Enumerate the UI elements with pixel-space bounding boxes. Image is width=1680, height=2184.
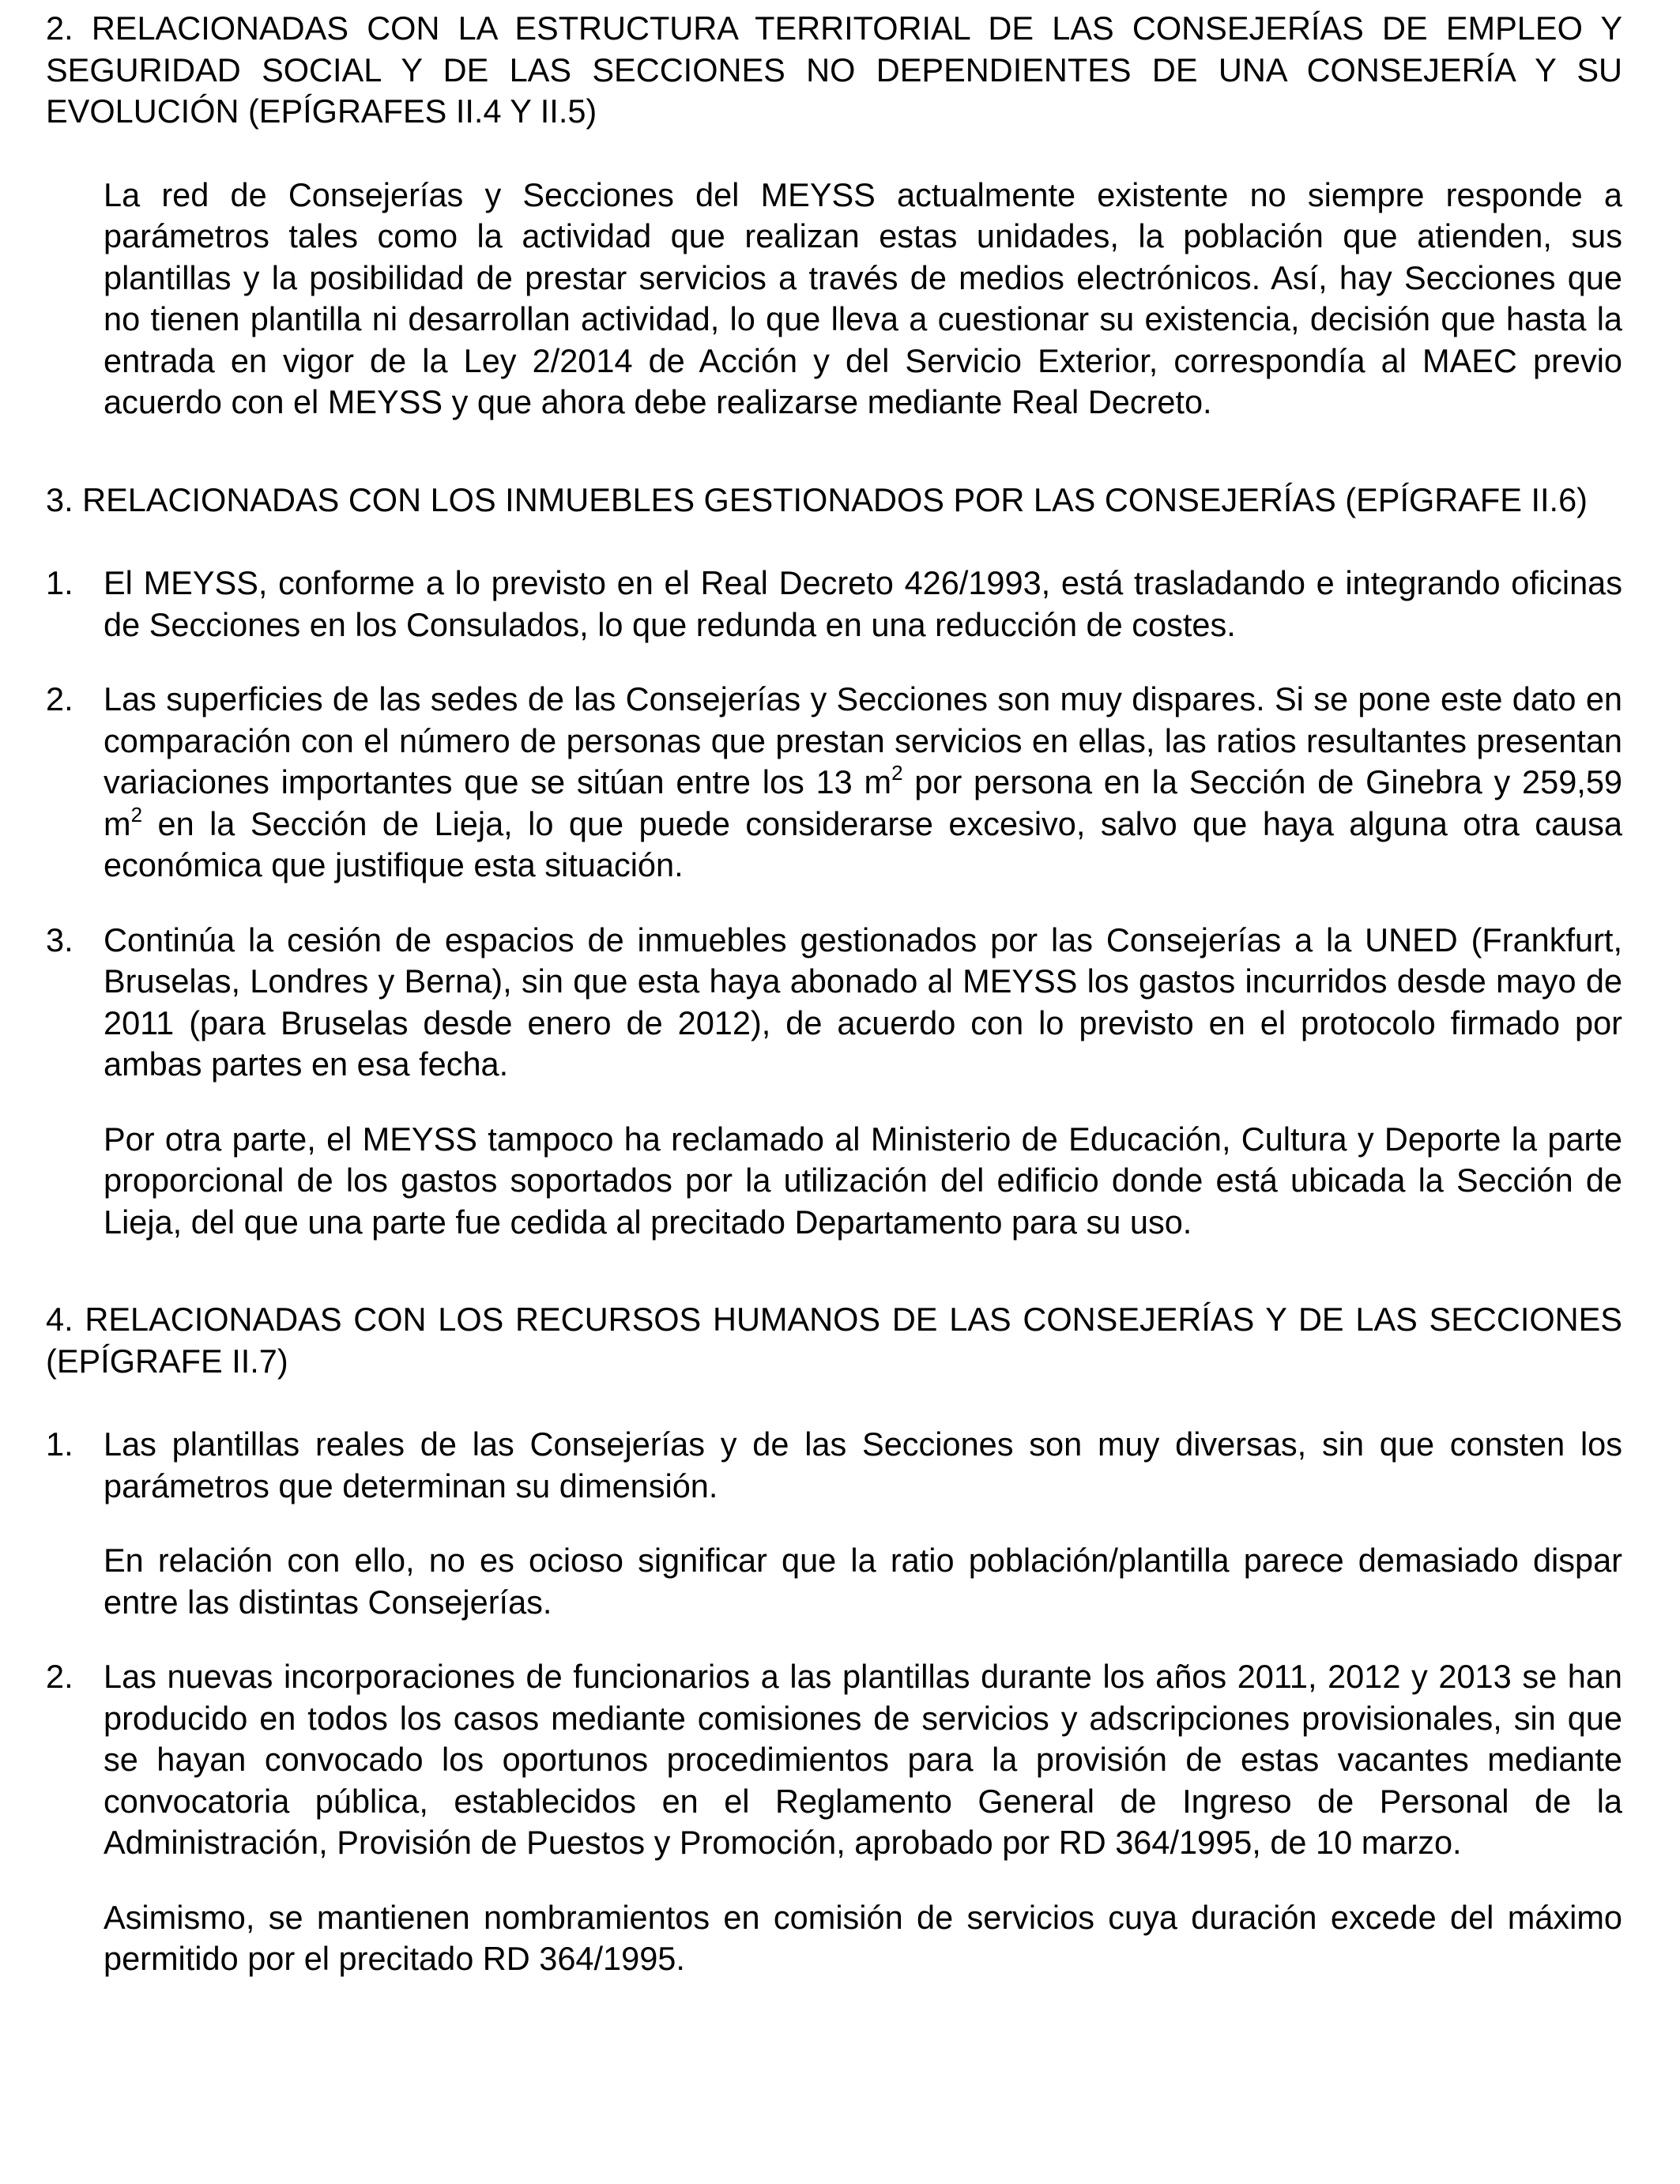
section-3-item-3-continuation: Por otra parte, el MEYSS tampoco ha reclamado al Ministerio de Educación, Cultura y Deporte la parte proporcional de los gastos soportados por la utilización del edificio donde está ubicada la Sección de Lieja, del que una parte fue cedida al precitado Departamento para su uso. <box>104 1120 1622 1241</box>
section-4-item-2 <box>46 1656 1622 1864</box>
item-text: El MEYSS, conforme a lo previsto en el Real Decreto 426/1993, está trasladando e integrando oficinas de Secciones en los Consulados, lo que redunda en una reducción de costes. <box>104 564 1622 643</box>
section-3-item-1 <box>46 563 1622 646</box>
item-number: 3. <box>46 921 73 958</box>
document-page <box>46 8 1622 1980</box>
item-text: Continúa la cesión de espacios de inmuebles gestionados por las Consejerías a la UNED (Frankfurt, Bruselas, Londres y Berna), sin que esta haya abonado al MEYSS los gastos incurridos desde mayo de 2011 (para Bruselas desde enero de 2012), de acuerdo con lo previsto en el protocolo firmado por ambas partes en esa fecha. <box>104 921 1622 1083</box>
item-text-part-2: por persona en la Sección de Ginebra y 259,59 m <box>104 763 1622 842</box>
section-3-item-3 <box>46 920 1622 1086</box>
superscript-squared: 2 <box>130 802 143 827</box>
section-4-heading: 4. RELACIONADAS CON LOS RECURSOS HUMANOS DE LAS CONSEJERÍAS Y DE LAS SECCIONES (EPÍGRAFE II.7) <box>46 1301 1622 1380</box>
item-text <box>104 679 1622 887</box>
section-4-item-1-continuation: En relación con ello, no es ocioso significar que la ratio población/plantilla parece demasiado dispar entre las distintas Consejerías. <box>104 1542 1622 1621</box>
item-text: Las nuevas incorporaciones de funcionarios a las plantillas durante los años 2011, 2012 y 2013 se han producido en todos los casos mediante comisiones de servicios y adscripciones provisionales, sin que se hayan convocado los oportunos procedimientos para la provisión de estas vacantes mediante convocatoria pública, establecidos en el Reglamento General de Ingreso de Personal de la Administración, Provisión de Puestos y Promoción, aprobado por RD 364/1995, de 10 marzo. <box>104 1658 1622 1861</box>
item-number: 1. <box>46 1425 73 1463</box>
item-number: 1. <box>46 564 73 601</box>
superscript-squared: 2 <box>891 761 903 785</box>
section-4-item-1 <box>46 1424 1622 1507</box>
section-2-heading: 2. RELACIONADAS CON LA ESTRUCTURA TERRITORIAL DE LAS CONSEJERÍAS DE EMPLEO Y SEGURIDAD SOCIAL Y DE LAS SECCIONES NO DEPENDIENTES DE UNA CONSEJERÍA Y SU EVOLUCIÓN (EPÍGRAFES II.4 Y II.5) <box>46 9 1622 130</box>
item-text: Las plantillas reales de las Consejerías y de las Secciones son muy diversas, sin que consten los parámetros que determinan su dimensión. <box>104 1425 1622 1504</box>
section-3-heading: 3. RELACIONADAS CON LOS INMUEBLES GESTIONADOS POR LAS CONSEJERÍAS (EPÍGRAFE II.6) <box>46 480 1588 518</box>
item-number: 2. <box>46 1658 73 1695</box>
section-2-paragraph: La red de Consejerías y Secciones del MEYSS actualmente existente no siempre responde a parámetros tales como la actividad que realizan estas unidades, la población que atienden, sus plantillas y la posibilidad de prestar servicios a través de medios electrónicos. Así, hay Secciones que no tienen plantilla ni desarrollan actividad, lo que lleva a cuestionar su existencia, decisión que hasta la entrada en vigor de la Ley 2/2014 de Acción y del Servicio Exterior, correspondía al MAEC previo acuerdo con el MEYSS y que ahora debe realizarse mediante Real Decreto. <box>104 175 1622 420</box>
section-3-item-2 <box>46 679 1622 887</box>
item-text-part-1: Las superficies de las sedes de las Consejerías y Secciones son muy dispares. Si se pone este dato en comparación con el número de personas que prestan servicios en ellas, las ratios resultantes presentan variaciones importantes que se sitúan entre los 13 m <box>104 680 1622 800</box>
item-text-part-3: en la Sección de Lieja, lo que puede considerarse excesivo, salvo que haya alguna otra causa económica que justifique esta situación. <box>104 804 1622 883</box>
section-4-item-2-continuation: Asimismo, se mantienen nombramientos en comisión de servicios cuya duración excede del máximo permitido por el precitado RD 364/1995. <box>104 1898 1622 1977</box>
item-number: 2. <box>46 680 73 717</box>
